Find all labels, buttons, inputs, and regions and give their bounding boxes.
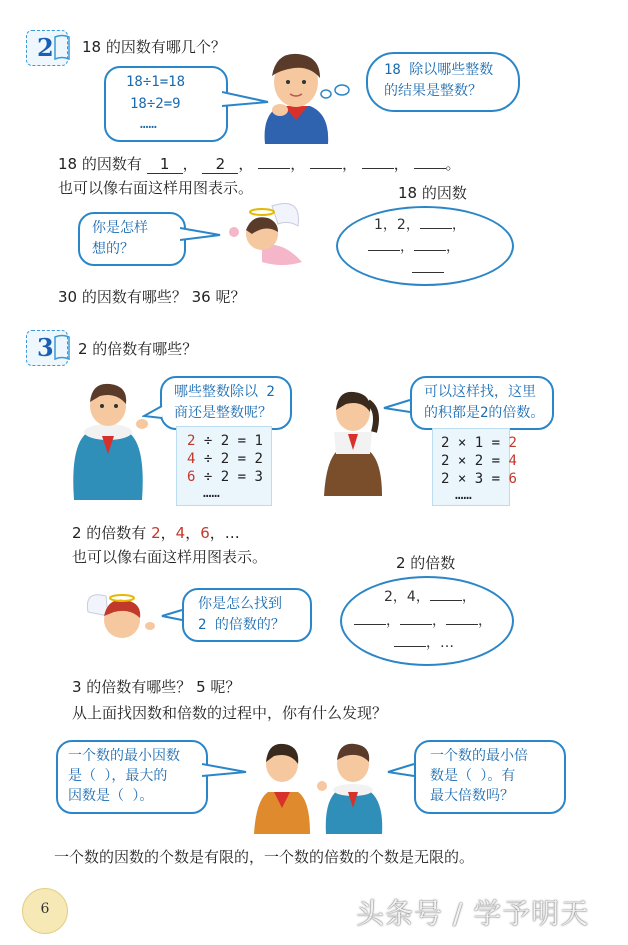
multiplication-eq-1	[441, 435, 517, 451]
section-3-badge	[26, 330, 68, 366]
girl-hint-bubble	[410, 376, 554, 430]
multiple-blank	[400, 610, 432, 625]
right-bubble-line-1: 一个数的最小倍	[430, 748, 528, 764]
multiplication-eq-2	[441, 453, 517, 469]
girl-bubble-line-1: 可以这样找，这里	[424, 384, 536, 400]
factor-value-1: 1	[147, 155, 183, 174]
discovery-question: 从上面找因数和倍数的过程中，你有什么发现？	[72, 704, 388, 722]
book-icon	[51, 333, 73, 361]
conclusion: 一个数的因数的个数是有限的，一个数的倍数的个数是无限的。	[54, 848, 475, 866]
cupid-question-bubble	[182, 588, 312, 642]
ellipse-row-3	[394, 632, 454, 654]
watermark: 头条号 / 学予明天	[356, 897, 590, 930]
factors-18-ellipse	[336, 206, 514, 286]
dividend: 6	[187, 469, 196, 485]
section-number: 3	[37, 333, 54, 362]
factor-blank	[414, 154, 446, 169]
section-2-badge	[26, 30, 68, 66]
angel-bubble-line-1: 你是怎样	[92, 220, 148, 236]
eq-rest: ÷ 2 = 1	[195, 433, 263, 449]
smallest-factor-bubble	[56, 740, 208, 814]
multiple-blank	[446, 610, 478, 625]
cupid-bubble-line-2: 2 的倍数的？	[198, 617, 285, 633]
ellipse-row-1: 1，2， ，	[374, 214, 466, 236]
factor-blank	[368, 236, 400, 251]
right-bubble-line-2: 数是（ ）。有	[430, 768, 516, 784]
factors-answer-line: 18 的因数有 1 ， 2 ， ， ， ， 。	[58, 155, 461, 173]
ellipse-row-3	[412, 258, 444, 280]
factor-blank	[310, 154, 342, 169]
multiplication-equations-box	[432, 428, 517, 506]
cupid-bubble-line-1: 你是怎么找到	[198, 596, 282, 612]
factor-blank	[362, 154, 394, 169]
angel-bubble-line-2: 想的？	[92, 241, 134, 257]
followup-3-5: 3 的倍数有哪些？ 5 呢？	[72, 678, 241, 696]
eq-ellipsis: ……	[203, 485, 220, 501]
page-number: 6	[40, 901, 50, 917]
eq-rest: ÷ 2 = 2	[195, 451, 263, 467]
book-icon	[51, 33, 73, 61]
multiple-value-3: 6	[200, 524, 210, 542]
multiple-blank	[354, 610, 386, 625]
question-2-multiples: 2 的倍数有哪些？	[78, 340, 198, 358]
eq-ellipsis: ……	[455, 487, 472, 503]
division-eq-3	[187, 469, 263, 485]
thought-line-2: 的结果是整数？	[384, 83, 482, 99]
right-bubble-line-3: 最大倍数吗？	[430, 788, 514, 804]
dividend: 4	[187, 451, 196, 467]
factors-prefix: 18 的因数有	[58, 155, 142, 173]
girl-kneeling-illustration	[318, 380, 388, 496]
diagram-hint: 也可以像右面这样用图表示。	[58, 179, 254, 197]
multiple-value-2: 4	[175, 524, 186, 542]
boy-in-coat-illustration	[66, 374, 150, 500]
division-eq-2	[187, 451, 263, 467]
question-18-factors: 18 的因数有哪几个？	[82, 38, 226, 56]
work-line-3: ……	[140, 116, 157, 132]
girl-bubble-line-2: 的积都是2的倍数。	[424, 405, 545, 421]
left-bubble-line-2: 是（ ），最大的	[68, 768, 168, 784]
multiples-suffix: ，…	[209, 524, 240, 542]
multiple-blank	[394, 632, 426, 647]
angel-illustration	[222, 196, 312, 272]
multiple-value-1: 2	[151, 524, 161, 542]
diagram-hint: 也可以像右面这样用图表示。	[72, 548, 268, 566]
ellipse-row-1-text: 1，2，	[374, 217, 420, 233]
page-number-badge	[22, 888, 68, 934]
bubble-tail	[180, 226, 222, 244]
smallest-multiple-bubble	[414, 740, 566, 814]
bubble-tail	[382, 398, 412, 416]
division-equations-box	[176, 426, 272, 506]
work-line-1: 18÷1=18	[126, 74, 186, 90]
ellipse-row-2: ， ，	[368, 236, 460, 258]
multiples-prefix: 2 的倍数有	[72, 524, 147, 542]
eq-lhs: 2 × 1 =	[441, 435, 509, 451]
multiples-2-ellipse	[340, 576, 514, 666]
multiples-answer-line: 2 的倍数有 2，4，6，…	[72, 524, 240, 542]
thought-dots	[318, 76, 366, 102]
ellipse-row-1-text: 2，4，	[384, 589, 430, 605]
eq-lhs: 2 × 3 =	[441, 471, 509, 487]
product: 6	[508, 471, 517, 487]
bubble-tail	[160, 608, 184, 624]
bubble-tail	[386, 762, 416, 780]
cupid-illustration	[84, 586, 156, 652]
factor-blank	[412, 258, 444, 273]
followup-30-36: 30 的因数有哪些？ 36 呢？	[58, 288, 246, 306]
angel-question-bubble	[78, 212, 186, 266]
ellipse-row-2: ， ， ，	[354, 610, 492, 632]
boy-bubble-line-1: 哪些整数除以 2	[174, 384, 275, 400]
left-bubble-line-1: 一个数的最小因数	[68, 748, 180, 764]
product: 2	[508, 435, 517, 451]
eq-rest: ÷ 2 = 3	[195, 469, 263, 485]
ellipse-title-18: 18 的因数	[398, 184, 467, 202]
section-number: 2	[37, 33, 54, 62]
left-bubble-line-3: 因数是（ ）。	[68, 788, 154, 804]
boy-question-bubble	[160, 376, 292, 430]
bubble-tail	[202, 762, 248, 782]
division-work-bubble	[104, 66, 228, 142]
thought-line-1: 18 除以哪些整数	[384, 62, 494, 78]
ellipse-title-2: 2 的倍数	[396, 554, 456, 572]
two-children-illustration	[246, 730, 388, 834]
boy-bubble-line-2: 商还是整数呢？	[174, 405, 272, 421]
multiple-blank	[430, 586, 462, 601]
factor-blank	[420, 214, 452, 229]
multiplication-eq-3	[441, 471, 517, 487]
bubble-tail	[142, 404, 164, 422]
work-line-2: 18÷2=9	[130, 96, 181, 112]
product: 4	[508, 453, 517, 469]
dividend: 2	[187, 433, 196, 449]
division-eq-1	[187, 433, 263, 449]
factor-value-2: 2	[202, 155, 238, 174]
ellipse-tail: ，…	[426, 635, 454, 651]
ellipse-row-1: 2，4， ，	[384, 586, 476, 608]
factor-blank	[414, 236, 446, 251]
eq-lhs: 2 × 2 =	[441, 453, 509, 469]
thought-bubble	[366, 52, 520, 112]
factor-blank	[258, 154, 290, 169]
